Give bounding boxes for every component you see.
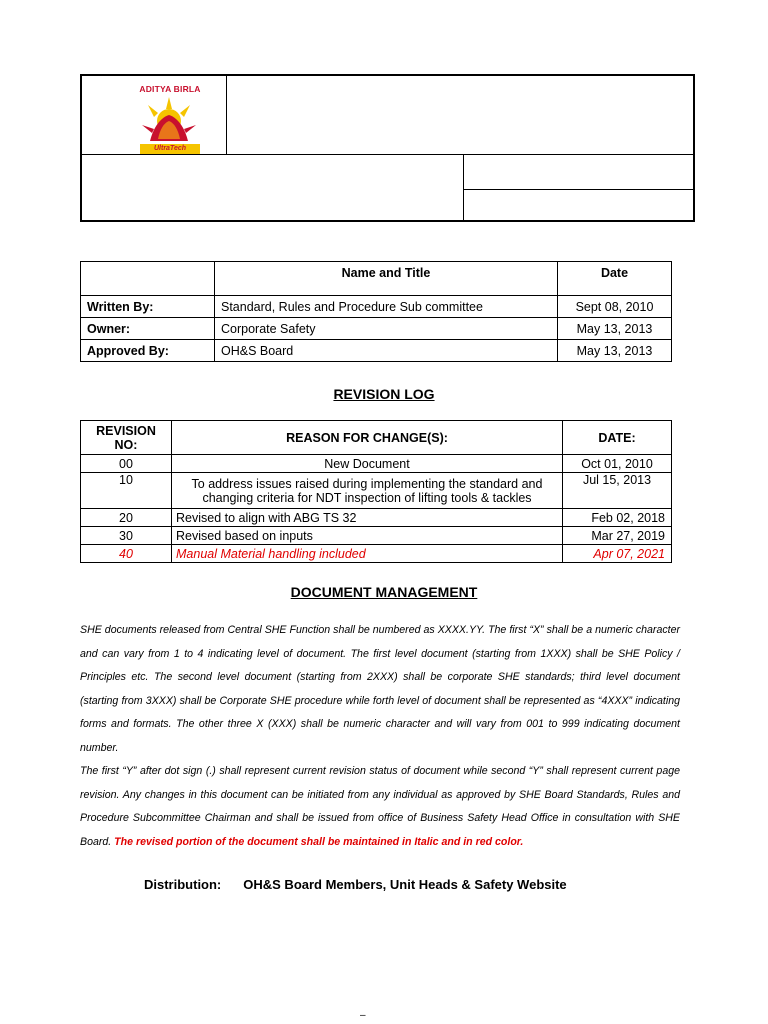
distribution-label: Distribution: <box>144 877 222 892</box>
approval-role: Owner: <box>81 318 215 340</box>
document-header-block <box>80 74 695 222</box>
table-row <box>81 340 672 362</box>
approval-name: Corporate Safety <box>215 318 558 340</box>
revision-log-table <box>80 420 672 563</box>
revision-log-title: REVISION LOG <box>333 386 435 402</box>
logo-cell <box>82 76 227 155</box>
document-revision-cell <box>464 190 693 220</box>
document-title-cell <box>227 76 693 155</box>
document-management-paragraph-1: SHE documents released from Central SHE Function shall be numbered as XXXX.YY. The first “X” shall be a numeric character and can vary from 1 to 4 indicating level of document. The first level document (starting from 1XXX) shall be SHE Policy / Principles etc. The second level document (starting from 2XXX) shall be corporate SHE standards; third level document (starting from 3XXX) shall be Corporate SHE procedure while forth level of document shall be represented as “4XXX” indicating forms and formats. The other three X (XXX) shall be numeric character and will vary from 001 to 999 indicating document number. <box>80 624 680 754</box>
approval-role: Written By: <box>81 296 215 318</box>
approval-date: Sept 08, 2010 <box>558 296 672 318</box>
approval-name: Standard, Rules and Procedure Sub committee <box>215 296 558 318</box>
revision-date: Oct 01, 2010 <box>563 455 672 473</box>
revision-reason: Revised to align with ABG TS 32 <box>172 509 563 527</box>
approval-header-date: Date <box>558 262 672 296</box>
revision-date: Apr 07, 2021 <box>563 545 672 563</box>
revision-header-no: REVISION NO: <box>81 421 172 455</box>
revision-no: 00 <box>81 455 172 473</box>
distribution-value: OH&S Board Members, Unit Heads & Safety Website <box>243 877 567 892</box>
approval-header-name: Name and Title <box>215 262 558 296</box>
revision-date: Jul 15, 2013 <box>563 473 672 509</box>
approval-table-header-row <box>81 262 672 296</box>
approval-date: May 13, 2013 <box>558 318 672 340</box>
logo-brand-text: ADITYA BIRLA <box>139 84 201 94</box>
document-number-cell <box>464 155 693 190</box>
document-management-red-note: The revised portion of the document shall be maintained in Italic and in red color. <box>114 835 524 848</box>
revision-reason: Manual Material handling included <box>172 545 563 563</box>
revision-no: 40 <box>81 545 172 563</box>
approval-date: May 13, 2013 <box>558 340 672 362</box>
table-row <box>81 473 672 509</box>
revision-reason: New Document <box>172 455 563 473</box>
revision-no: 10 <box>81 473 172 509</box>
table-row <box>81 545 672 563</box>
table-row <box>81 527 672 545</box>
revision-no: 30 <box>81 527 172 545</box>
revision-no: 20 <box>81 509 172 527</box>
revision-date: Feb 02, 2018 <box>563 509 672 527</box>
document-management-paragraph-2: The first “Y” after dot sign (.) shall represent current revision status of document while second “Y” shall represent current page revision. Any changes in this document can be initiated from any individual as approved by SHE Board Standards, Rules and Procedure Subcommittee Chairman and shall be issued from office of Business Safety Head Office in consultation with SHE Board. <box>80 765 680 848</box>
revision-header-reason: REASON FOR CHANGE(S): <box>172 421 563 455</box>
document-name-cell <box>82 155 464 220</box>
table-row <box>81 318 672 340</box>
approval-name: OH&S Board <box>215 340 558 362</box>
revision-date: Mar 27, 2019 <box>563 527 672 545</box>
document-management-title: DOCUMENT MANAGEMENT <box>290 584 478 600</box>
distribution-line <box>144 877 567 892</box>
table-row <box>81 296 672 318</box>
revision-reason: To address issues raised during implementing the standard and changing criteria for NDT inspection of lifting tools & tackles <box>172 473 563 509</box>
document-management-text <box>80 619 680 854</box>
table-row <box>81 455 672 473</box>
approval-role: Approved By: <box>81 340 215 362</box>
revision-header-date: DATE: <box>563 421 672 455</box>
page-footer-mark: – <box>360 1010 366 1021</box>
approval-header-blank <box>81 262 215 296</box>
aditya-birla-ultratech-logo <box>136 84 204 152</box>
approval-table <box>80 261 672 362</box>
logo-sun-mark-icon <box>136 95 202 152</box>
table-row <box>81 509 672 527</box>
logo-sub-text: UltraTech <box>140 144 200 154</box>
revision-log-header-row <box>81 421 672 455</box>
revision-reason: Revised based on inputs <box>172 527 563 545</box>
